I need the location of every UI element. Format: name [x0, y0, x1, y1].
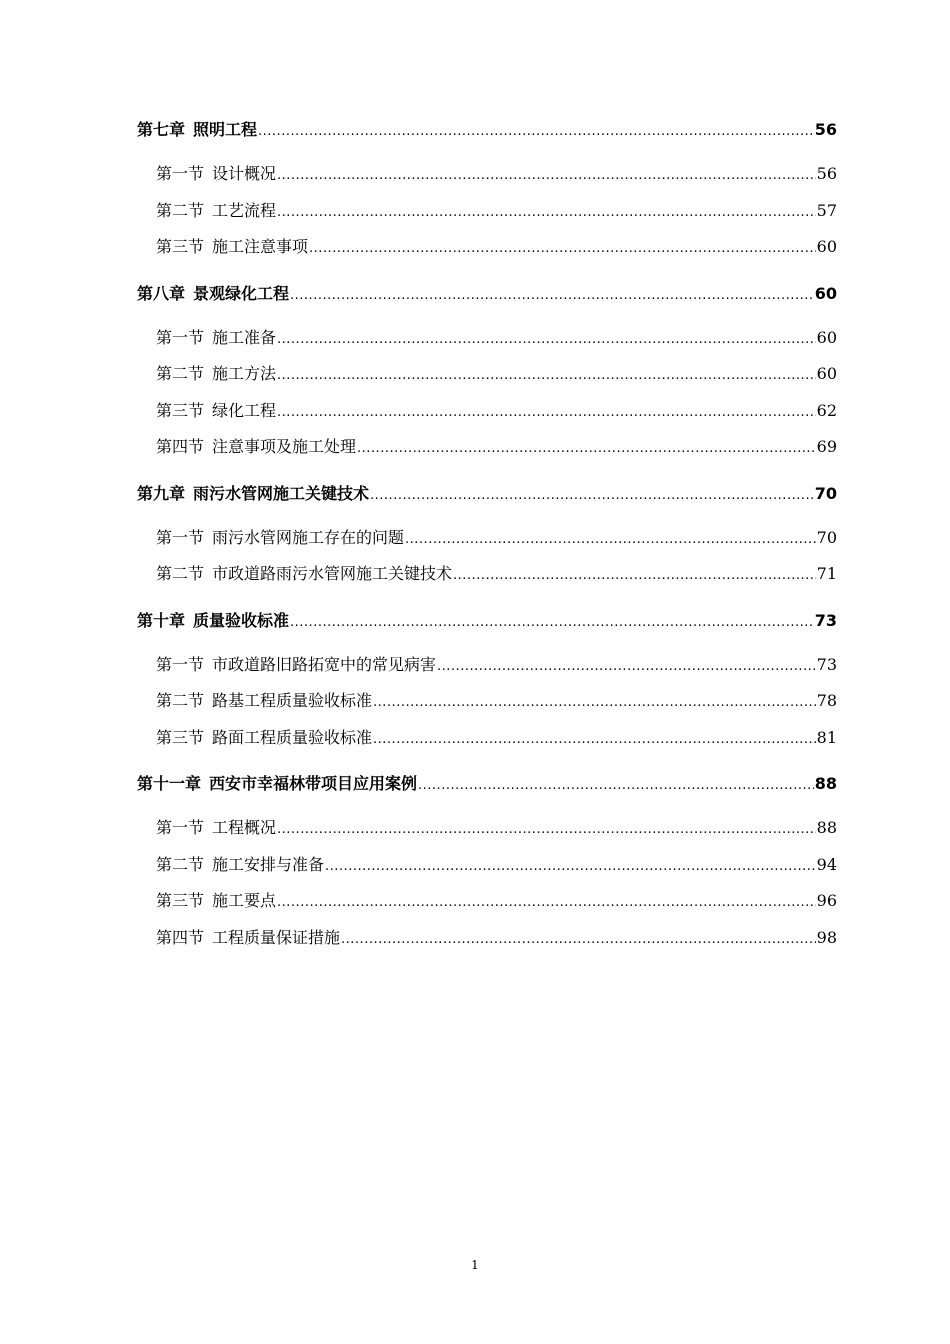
- toc-page-number: 98: [816, 927, 837, 947]
- toc-section-entry[interactable]: [137, 720, 837, 757]
- toc-entry-number: 第四节: [156, 437, 205, 456]
- toc-section-entry[interactable]: [137, 810, 837, 847]
- toc-entry-label: [156, 847, 324, 884]
- toc-entry-title: 工艺流程: [212, 200, 277, 220]
- toc-chapter-entry[interactable]: [137, 474, 837, 514]
- toc-entry-label: [156, 393, 276, 430]
- toc-entry-number: 第八章: [137, 283, 186, 303]
- toc-entry-title: 市政道路旧路拓宽中的常见病害: [212, 654, 437, 674]
- toc-page-number: 73: [816, 654, 837, 674]
- toc-entry-label: [137, 474, 369, 514]
- toc-dot-leader: [341, 922, 816, 959]
- toc-chapter-entry[interactable]: [137, 274, 837, 314]
- toc-chapter-entry[interactable]: [137, 601, 837, 641]
- toc-entry-title: 市政道路雨污水管网施工关键技术: [212, 564, 453, 583]
- toc-entry-label: [156, 647, 436, 684]
- toc-entry-label: [156, 320, 276, 357]
- toc-entry-title: 西安市幸福林带项目应用案例: [209, 774, 418, 793]
- toc-entry-number: 第二节: [156, 691, 205, 710]
- toc-page-number: 57: [816, 200, 837, 220]
- toc-page-number: 94: [816, 854, 837, 874]
- toc-dot-leader: [325, 849, 816, 886]
- toc-section-entry[interactable]: [137, 320, 837, 357]
- toc-section-entry[interactable]: [137, 847, 837, 884]
- toc-entry-label: [156, 520, 404, 557]
- toc-entry-title: 绿化工程: [212, 400, 277, 420]
- toc-page-number: 56: [814, 120, 837, 139]
- toc-page-number: 56: [816, 164, 837, 183]
- toc-section-entry[interactable]: [137, 683, 837, 720]
- toc-entry-number: 第一节: [156, 164, 205, 183]
- toc-section-entry[interactable]: [137, 556, 837, 593]
- toc-entry-number: 第七章: [137, 120, 186, 139]
- toc-entry-title: 设计概况: [212, 164, 277, 183]
- toc-page-number: 70: [814, 483, 837, 503]
- toc-dot-leader: [290, 603, 814, 643]
- toc-entry-label: [156, 193, 276, 230]
- toc-entry-title: 施工注意事项: [212, 237, 309, 256]
- toc-section-entry[interactable]: [137, 393, 837, 430]
- toc-dot-leader: [277, 195, 816, 232]
- toc-entry-number: 第十章: [137, 610, 186, 630]
- toc-page-number: 69: [816, 437, 837, 456]
- toc-entry-number: 第九章: [137, 483, 186, 503]
- toc-section-entry[interactable]: [137, 883, 837, 920]
- toc-page-number: 88: [816, 818, 837, 837]
- toc-entry-title: 质量验收标准: [193, 610, 290, 630]
- toc-entry-label: [137, 601, 289, 641]
- toc-entry-title: 照明工程: [193, 120, 258, 139]
- toc-dot-leader: [453, 558, 816, 595]
- toc-entry-label: [156, 429, 356, 466]
- toc-dot-leader: [373, 685, 816, 722]
- page-number: 1: [471, 1258, 479, 1272]
- toc-page-number: 60: [816, 237, 837, 256]
- toc-entry-label: [156, 556, 452, 593]
- toc-entry-label: [156, 883, 276, 920]
- toc-page-number: 78: [816, 691, 837, 710]
- toc-section-entry[interactable]: [137, 229, 837, 266]
- toc-entry-title: 工程概况: [212, 818, 277, 837]
- toc-dot-leader: [357, 431, 816, 468]
- toc-page-number: 70: [816, 527, 837, 547]
- toc-entry-label: [156, 156, 276, 193]
- toc-entry-title: 雨污水管网施工关键技术: [193, 483, 370, 503]
- toc-entry-label: [156, 920, 340, 957]
- toc-entry-title: 雨污水管网施工存在的问题: [212, 527, 405, 547]
- toc-entry-label: [156, 810, 276, 847]
- toc-entry-title: 路基工程质量验收标准: [212, 691, 373, 710]
- toc-entry-number: 第三节: [156, 891, 205, 910]
- toc-page-number: 60: [814, 283, 837, 303]
- toc-dot-leader: [277, 395, 816, 432]
- toc-entry-title: 景观绿化工程: [193, 283, 290, 303]
- toc-entry-label: [156, 229, 308, 266]
- toc-entry-title: 施工安排与准备: [212, 854, 325, 874]
- toc-entry-number: 第十一章: [137, 774, 202, 793]
- toc-entry-title: 施工要点: [212, 891, 277, 910]
- toc-entry-title: 路面工程质量验收标准: [212, 727, 373, 747]
- toc-entry-number: 第二节: [156, 564, 205, 583]
- toc-page-number: 60: [816, 364, 837, 383]
- toc-section-entry[interactable]: [137, 156, 837, 193]
- toc-entry-number: 第二节: [156, 364, 205, 383]
- toc-page-number: 96: [816, 891, 837, 910]
- toc-dot-leader: [290, 276, 814, 316]
- toc-dot-leader: [277, 322, 816, 359]
- toc-entry-number: 第二节: [156, 854, 205, 874]
- toc-entry-title: 工程质量保证措施: [212, 927, 341, 947]
- toc-entry-number: 第一节: [156, 654, 205, 674]
- toc-entry-number: 第三节: [156, 400, 205, 420]
- toc-entry-title: 施工准备: [212, 327, 277, 347]
- toc-page-number: 62: [816, 400, 837, 420]
- toc-entry-label: [156, 720, 372, 757]
- toc-dot-leader: [418, 766, 814, 806]
- toc-section-entry[interactable]: [137, 429, 837, 466]
- toc-dot-leader: [309, 231, 816, 268]
- toc-entry-label: [156, 683, 372, 720]
- toc-entry-label: [137, 764, 417, 804]
- toc-entry-number: 第一节: [156, 818, 205, 837]
- toc-dot-leader: [373, 722, 816, 759]
- toc-entry-title: 施工方法: [212, 364, 277, 383]
- toc-page-number: 71: [816, 564, 837, 583]
- toc-entry-number: 第二节: [156, 200, 205, 220]
- toc-dot-leader: [437, 649, 816, 686]
- toc-dot-leader: [277, 158, 816, 195]
- toc-section-entry[interactable]: [137, 356, 837, 393]
- toc-section-entry[interactable]: [137, 520, 837, 557]
- table-of-contents: [137, 108, 837, 956]
- toc-dot-leader: [277, 812, 816, 849]
- toc-chapter-entry[interactable]: [137, 110, 837, 150]
- toc-chapter-entry[interactable]: [137, 764, 837, 804]
- toc-entry-number: 第一节: [156, 527, 205, 547]
- toc-dot-leader: [258, 112, 814, 152]
- toc-entry-number: 第四节: [156, 927, 205, 947]
- toc-dot-leader: [370, 476, 814, 516]
- toc-page-number: 60: [816, 327, 837, 347]
- toc-page-number: 88: [814, 774, 837, 793]
- toc-entry-label: [137, 274, 289, 314]
- toc-page-number: 81: [816, 727, 837, 747]
- toc-section-entry[interactable]: [137, 193, 837, 230]
- toc-entry-title: 注意事项及施工处理: [212, 437, 357, 456]
- toc-dot-leader: [277, 358, 816, 395]
- toc-entry-label: [137, 110, 257, 150]
- toc-entry-number: 第三节: [156, 727, 205, 747]
- toc-page-number: 73: [814, 610, 837, 630]
- toc-section-entry[interactable]: [137, 920, 837, 957]
- toc-entry-label: [156, 356, 276, 393]
- toc-section-entry[interactable]: [137, 647, 837, 684]
- toc-dot-leader: [405, 522, 816, 559]
- toc-entry-number: 第一节: [156, 327, 205, 347]
- toc-dot-leader: [277, 885, 816, 922]
- toc-entry-number: 第三节: [156, 237, 205, 256]
